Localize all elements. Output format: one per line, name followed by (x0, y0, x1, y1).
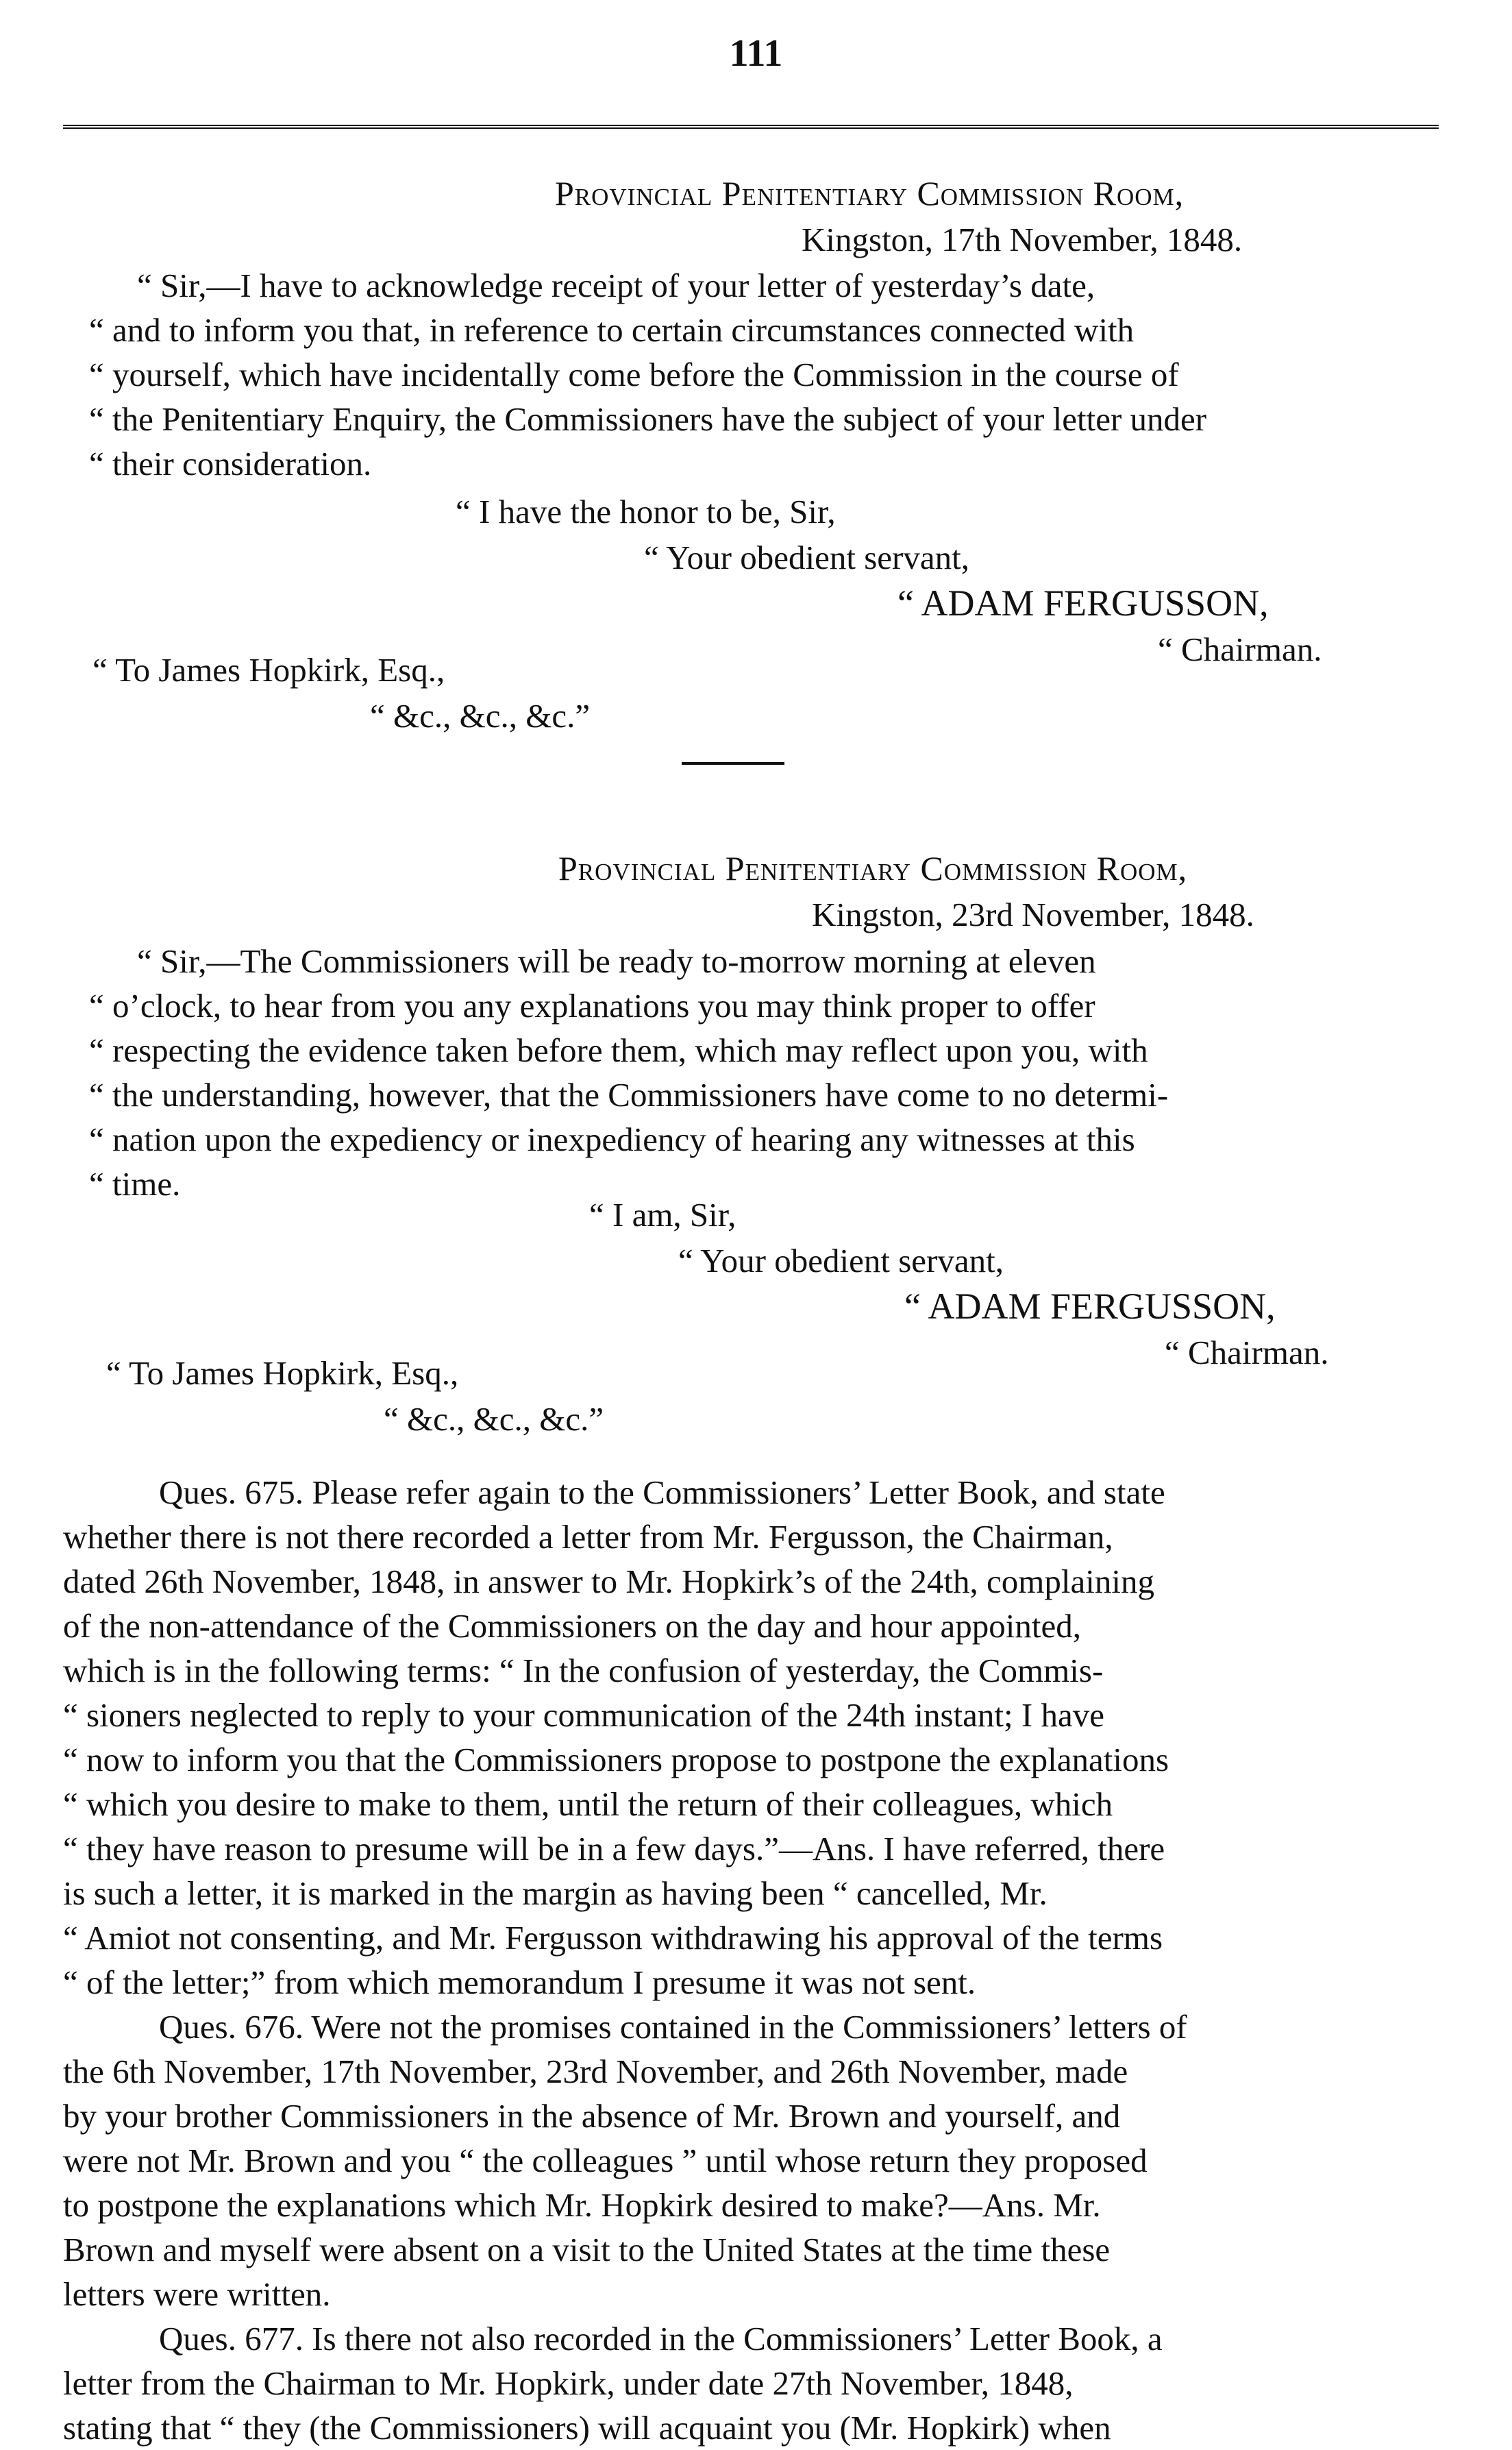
question-line: “ of the letter;” from which memorandum I presume it was not sent. (63, 1963, 976, 2001)
question-line: of the non-attendance of the Commissioners on the day and hour appointed, (63, 1607, 1081, 1645)
letter-2-line: “ respecting the evidence taken before them, which may reflect upon you, with (89, 1031, 1148, 1069)
letter-1-line: “ their consideration. (89, 445, 372, 482)
letter-2-title: “ Chairman. (1165, 1334, 1329, 1371)
question-line: “ now to inform you that the Commissioners propose to postpone the explanations (63, 1741, 1169, 1778)
letter-2-line: “ the understanding, however, that the Commissioners have come to no determi- (89, 1076, 1169, 1114)
letter-1-closing-1: “ I have the honor to be, Sir, (456, 493, 836, 530)
question-line: dated 26th November, 1848, in answer to Mr. Hopkirk’s of the 24th, complaining (63, 1563, 1155, 1600)
header-rule (63, 125, 1439, 129)
question-line: “ which you desire to make to them, until the return of their colleagues, which (63, 1785, 1113, 1823)
question-line: which is in the following terms: “ In the confusion of yesterday, the Commis- (63, 1652, 1104, 1689)
page-number: 111 (729, 32, 783, 75)
question-line: Brown and myself were absent on a visit to the United States at the time these (63, 2231, 1111, 2268)
letter-2-closing-2: “ Your obedient servant, (678, 1242, 1004, 1279)
question-line: to postpone the explanations which Mr. Hopkirk desired to make?—Ans. Mr. (63, 2186, 1101, 2224)
question-line: “ they have reason to presume will be in a few days.”—Ans. I have referred, there (63, 1830, 1165, 1867)
letter-1-title: “ Chairman. (1158, 630, 1322, 668)
letter-1-line: “ Sir,—I have to acknowledge receipt of your letter of yesterday’s date, (137, 267, 1095, 304)
letter-1-heading: Provincial Penitentiary Commission Room, (555, 174, 1185, 212)
letter-1-body (89, 263, 1439, 486)
letter-2-addressee: “ To James Hopkirk, Esq., (106, 1354, 459, 1392)
letter-1-line: “ yourself, which have incidentally come before the Commission in the course of (89, 356, 1179, 393)
question-677 (63, 2316, 1440, 2450)
question-line: “ Amiot not consenting, and Mr. Fergusson withdrawing his approval of the terms (63, 1919, 1163, 1957)
question-line: whether there is not there recorded a letter from Mr. Fergusson, the Chairman, (63, 1518, 1113, 1556)
question-line: letters were written. (63, 2275, 331, 2313)
question-line: the 6th November, 17th November, 23rd November, and 26th November, made (63, 2053, 1128, 2090)
testimony-section (63, 1470, 1440, 2450)
letter-2-heading: Provincial Penitentiary Commission Room, (558, 849, 1188, 887)
letter-1-signature: “ ADAM FERGUSSON, (897, 583, 1269, 624)
letter-2-signature: “ ADAM FERGUSSON, (904, 1286, 1276, 1327)
letter-1-line: “ and to inform you that, in reference to certain circumstances connected with (89, 311, 1135, 349)
letter-2-addressee-etc: “ &c., &c., &c.” (384, 1400, 604, 1438)
letter-2-closing-1: “ I am, Sir, (589, 1196, 736, 1234)
question-line: “ sioners neglected to reply to your communication of the 24th instant; I have (63, 1696, 1104, 1734)
question-line: letter from the Chairman to Mr. Hopkirk, under date 27th November, 1848, (63, 2364, 1074, 2402)
question-line: Ques. 675. Please refer again to the Commissioners’ Letter Book, and state (159, 1473, 1165, 1511)
question-line: by your brother Commissioners in the absence of Mr. Brown and yourself, and (63, 2097, 1121, 2135)
letter-2-dateline: Kingston, 23rd November, 1848. (812, 896, 1254, 933)
letter-2-line: “ o’clock, to hear from you any explanations you may think proper to offer (89, 987, 1095, 1025)
letter-1-addressee-etc: “ &c., &c., &c.” (370, 697, 591, 735)
question-line: stating that “ they (the Commissioners) will acquaint you (Mr. Hopkirk) when (63, 2409, 1111, 2447)
question-line: Ques. 677. Is there not also recorded in the Commissioners’ Letter Book, a (159, 2320, 1163, 2357)
letter-2-line: “ time. (89, 1165, 181, 1203)
letter-2-body (89, 939, 1439, 1206)
question-676 (63, 2005, 1440, 2316)
section-divider (682, 762, 784, 765)
letter-2-line: “ nation upon the expediency or inexpediency of hearing any witnesses at this (89, 1120, 1135, 1158)
letter-1-line: “ the Penitentiary Enquiry, the Commissioners have the subject of your letter under (89, 400, 1207, 438)
letter-2-line: “ Sir,—The Commissioners will be ready to-morrow morning at eleven (137, 942, 1096, 980)
letter-1-dateline: Kingston, 17th November, 1848. (802, 221, 1243, 258)
question-line: were not Mr. Brown and you “ the colleagues ” until whose return they proposed (63, 2142, 1148, 2179)
letter-1-addressee: “ To James Hopkirk, Esq., (92, 651, 445, 689)
question-675 (63, 1470, 1440, 2005)
letter-1-closing-2: “ Your obedient servant, (644, 539, 969, 576)
question-line: is such a letter, it is marked in the margin as having been “ cancelled, Mr. (63, 1874, 1048, 1912)
question-line: Ques. 676. Were not the promises contained in the Commissioners’ letters of (159, 2008, 1187, 2046)
